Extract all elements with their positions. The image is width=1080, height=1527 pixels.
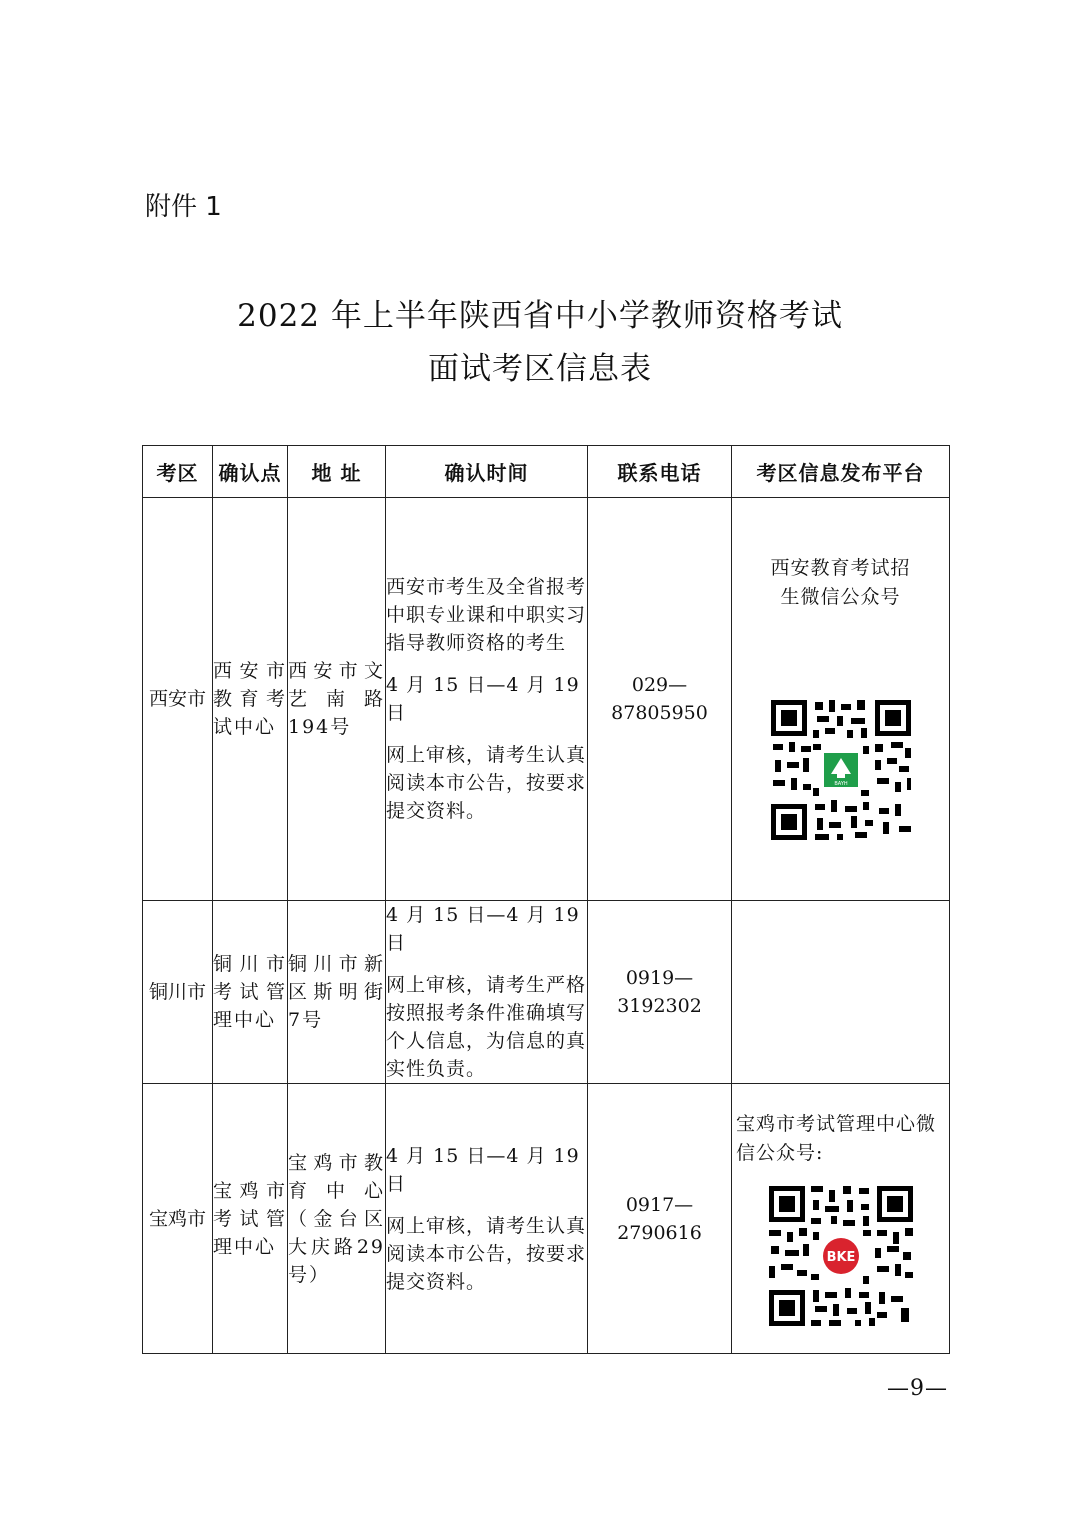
cell-address: 宝鸡市教育中心（金台区大庆路29号） xyxy=(288,1084,386,1354)
qr-badge-text: BKE xyxy=(826,1250,855,1265)
page-number: —9— xyxy=(887,1376,948,1401)
qr-code-icon[interactable] xyxy=(767,696,915,844)
exam-area-table xyxy=(142,445,950,1354)
table-row xyxy=(143,1084,950,1354)
cell-phone: 029—87805950 xyxy=(588,498,732,901)
platform-label: 西安教育考试招生微信公众号 xyxy=(770,557,911,608)
cell-platform xyxy=(732,498,950,901)
cell-time xyxy=(386,498,588,901)
header-time: 确认时间 xyxy=(386,446,588,498)
page-title-line2: 面试考区信息表 xyxy=(428,351,652,387)
table-row xyxy=(143,901,950,1084)
time-range: 4 月 15 日—4 月 19 日 xyxy=(386,674,580,724)
cell-time xyxy=(386,1084,588,1354)
time-instruction: 网上审核，请考生认真阅读本市公告，按要求提交资料。 xyxy=(386,744,587,822)
header-phone: 联系电话 xyxy=(588,446,732,498)
cell-region: 铜川市 xyxy=(143,901,213,1084)
cell-time xyxy=(386,901,588,1084)
time-note: 西安市考生及全省报考中职专业课和中职实习指导教师资格的考生 xyxy=(386,576,587,654)
qr-badge-text: BAYH xyxy=(833,781,848,787)
cell-point: 西安市教育考试中心 xyxy=(213,498,288,901)
cell-point: 铜川市考试管理中心 xyxy=(213,901,288,1084)
cell-point: 宝鸡市考试管理中心 xyxy=(213,1084,288,1354)
table-row xyxy=(143,498,950,901)
cell-platform xyxy=(732,1084,950,1354)
time-range: 4 月 15 日—4 月 19 日 xyxy=(386,1144,580,1195)
cell-region: 宝鸡市 xyxy=(143,1084,213,1354)
header-address: 地 址 xyxy=(288,446,386,498)
header-region: 考区 xyxy=(143,446,213,498)
time-range: 4 月 15 日—4 月 19 日 xyxy=(386,904,580,954)
time-instruction: 网上审核，请考生严格按照报考条件准确填写个人信息，为信息的真实性负责。 xyxy=(386,974,587,1080)
qr-code-icon[interactable] xyxy=(765,1182,917,1330)
cell-phone: 0919—3192302 xyxy=(588,901,732,1084)
time-instruction: 网上审核，请考生认真阅读本市公告，按要求提交资料。 xyxy=(386,1214,587,1293)
header-platform: 考区信息发布平台 xyxy=(732,446,950,498)
platform-label: 宝鸡市考试管理中心微信公众号: xyxy=(736,1113,937,1164)
attachment-label: 附件 1 xyxy=(145,192,222,222)
page-title-line1: 2022 年上半年陕西省中小学教师资格考试 xyxy=(237,298,843,334)
header-point: 确认点 xyxy=(213,446,288,498)
table-header-row xyxy=(143,446,950,498)
cell-address: 铜川市新区斯明街7号 xyxy=(288,901,386,1084)
cell-platform xyxy=(732,901,950,1084)
cell-address: 西安市文艺南路194号 xyxy=(288,498,386,901)
cell-region: 西安市 xyxy=(143,498,213,901)
cell-phone: 0917—2790616 xyxy=(588,1084,732,1354)
